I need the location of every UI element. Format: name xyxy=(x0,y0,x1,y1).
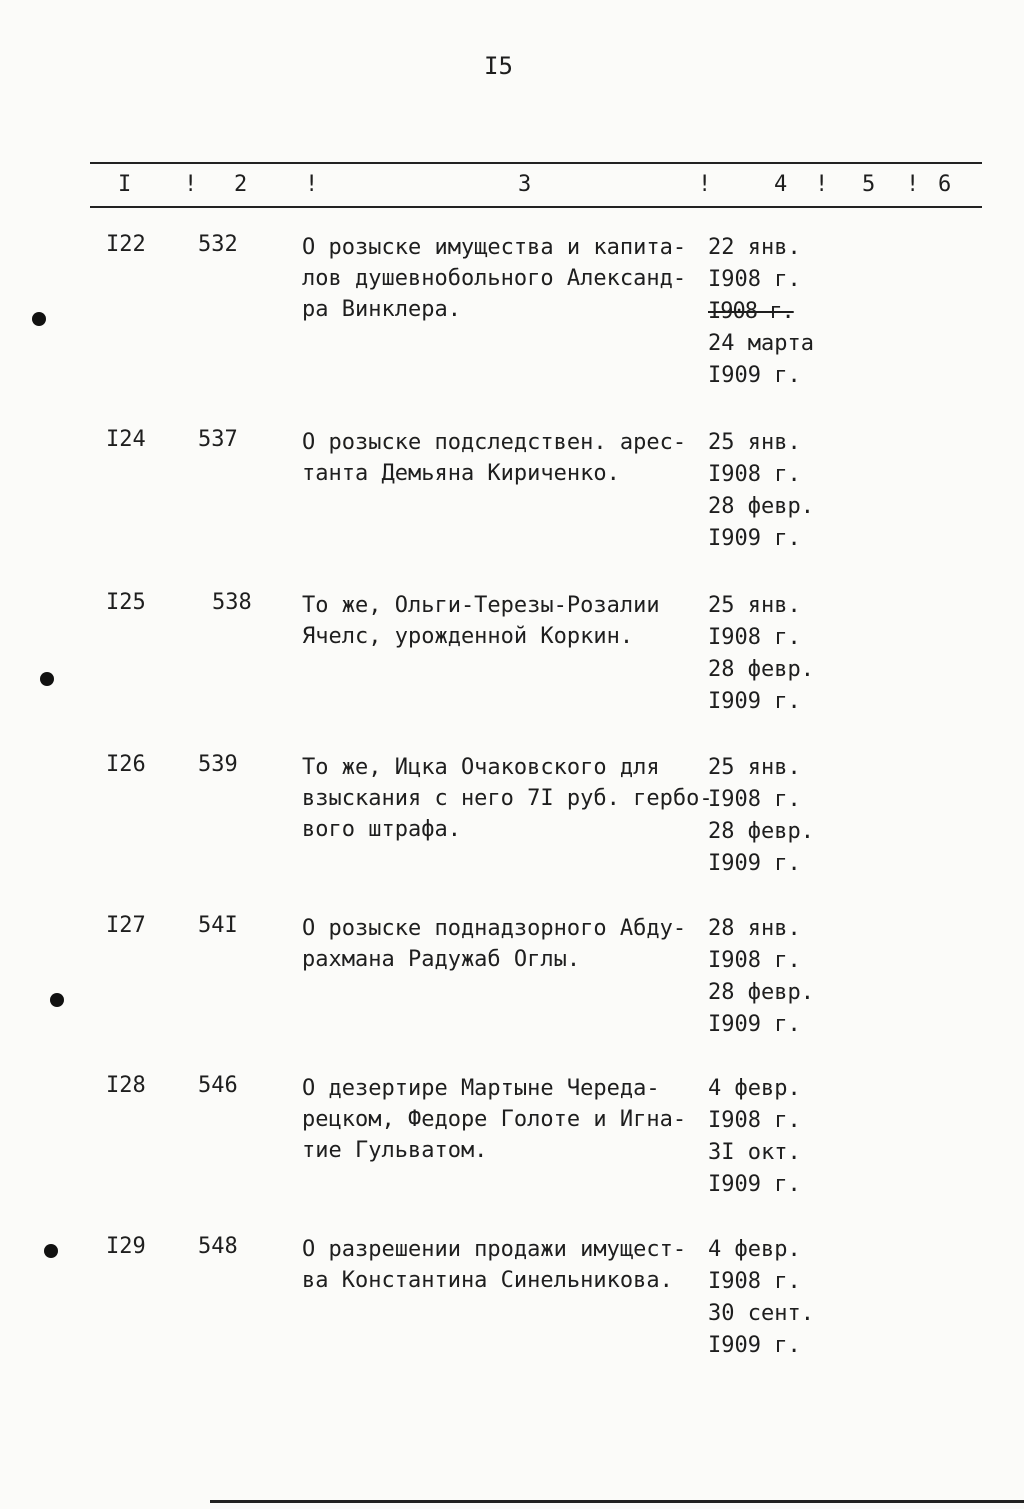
file-number: 537 xyxy=(198,427,238,452)
title-line: рахмана Радужаб Оглы. xyxy=(302,947,581,972)
title-line: О розыске поднадзорного Абду- xyxy=(302,916,687,941)
struck-date-line: I908 г. xyxy=(708,299,794,324)
file-number: 532 xyxy=(198,232,238,257)
title-line: танта Демьяна Кириченко. xyxy=(302,461,620,486)
file-number: 546 xyxy=(198,1073,238,1098)
record-dates xyxy=(708,427,814,555)
date-line: 28 февр. xyxy=(708,980,814,1005)
date-line: 25 янв. xyxy=(708,755,801,780)
col-header-1: I xyxy=(118,172,132,197)
title-line: О розыске имущества и капита- xyxy=(302,235,687,260)
col-separator: ! xyxy=(815,172,829,197)
date-line: I908 г. xyxy=(708,787,801,812)
record-title xyxy=(302,1073,702,1166)
record-title xyxy=(302,913,702,975)
record-number: I26 xyxy=(106,752,146,777)
date-line: 25 янв. xyxy=(708,430,801,455)
title-line: То же, Ицка Очаковского для xyxy=(302,755,660,780)
title-line: рецком, Федоре Голоте и Игна- xyxy=(302,1107,687,1132)
date-line: 3I окт. xyxy=(708,1140,801,1165)
punch-hole xyxy=(32,312,46,326)
date-line: I908 г. xyxy=(708,625,801,650)
date-line: 22 янв. xyxy=(708,235,801,260)
title-line: взыскания с него 7I руб. гербо- xyxy=(302,786,713,811)
record-number: I22 xyxy=(106,232,146,257)
punch-hole xyxy=(40,672,54,686)
date-line: 28 февр. xyxy=(708,494,814,519)
date-line: 28 янв. xyxy=(708,916,801,941)
record-number: I25 xyxy=(106,590,146,615)
col-separator: ! xyxy=(906,172,920,197)
record-dates xyxy=(708,590,814,718)
page-number: I5 xyxy=(484,52,513,80)
date-line: I909 г. xyxy=(708,851,801,876)
date-line: I909 г. xyxy=(708,1333,801,1358)
date-line: I909 г. xyxy=(708,1012,801,1037)
col-separator: ! xyxy=(305,172,319,197)
col-separator: ! xyxy=(184,172,198,197)
record-dates xyxy=(708,913,814,1041)
date-line: 4 февр. xyxy=(708,1076,801,1101)
title-line: Ячелс, урожденной Коркин. xyxy=(302,624,634,649)
date-line: 28 февр. xyxy=(708,819,814,844)
record-number: I28 xyxy=(106,1073,146,1098)
file-number: 538 xyxy=(212,590,252,615)
title-line: ра Винклера. xyxy=(302,297,461,322)
date-line: I908 г. xyxy=(708,1108,801,1133)
date-line: 28 февр. xyxy=(708,657,814,682)
date-line: I909 г. xyxy=(708,526,801,551)
date-line: 4 февр. xyxy=(708,1237,801,1262)
title-line: вого штрафа. xyxy=(302,817,461,842)
title-line: То же, Ольги-Терезы-Розалии xyxy=(302,593,660,618)
date-line: 24 марта xyxy=(708,331,814,356)
col-header-2: 2 xyxy=(234,172,248,197)
title-line: тие Гульватом. xyxy=(302,1138,488,1163)
date-line: I908 г. xyxy=(708,462,801,487)
record-dates xyxy=(708,1073,801,1201)
title-line: лов душевнобольного Александ- xyxy=(302,266,687,291)
title-line: О дезертире Мартыне Череда- xyxy=(302,1076,660,1101)
date-line: I908 г. xyxy=(708,948,801,973)
date-line: I909 г. xyxy=(708,363,801,388)
date-line: I908 г. xyxy=(708,1269,801,1294)
table-header-rule xyxy=(90,206,982,208)
record-title xyxy=(302,590,702,652)
title-line: О разрешении продажи имущест- xyxy=(302,1237,687,1262)
title-line: ва Константина Синельникова. xyxy=(302,1268,673,1293)
table-top-rule xyxy=(90,162,982,164)
punch-hole xyxy=(50,993,64,1007)
record-number: I24 xyxy=(106,427,146,452)
col-header-6: 6 xyxy=(938,172,952,197)
date-line: I908 г. xyxy=(708,267,801,292)
date-line: 25 янв. xyxy=(708,593,801,618)
record-title xyxy=(302,1234,702,1296)
record-dates xyxy=(708,752,814,880)
date-line: I909 г. xyxy=(708,1172,801,1197)
date-line: 30 сент. xyxy=(708,1301,814,1326)
record-number: I27 xyxy=(106,913,146,938)
page-bottom-rule xyxy=(210,1500,1024,1503)
record-dates xyxy=(708,232,814,392)
file-number: 548 xyxy=(198,1234,238,1259)
col-separator: ! xyxy=(698,172,712,197)
col-header-3: 3 xyxy=(518,172,532,197)
file-number: 54I xyxy=(198,913,238,938)
col-header-5: 5 xyxy=(862,172,876,197)
record-title xyxy=(302,752,713,845)
record-number: I29 xyxy=(106,1234,146,1259)
record-title xyxy=(302,427,702,489)
date-line: I909 г. xyxy=(708,689,801,714)
record-title xyxy=(302,232,702,325)
record-dates xyxy=(708,1234,814,1362)
file-number: 539 xyxy=(198,752,238,777)
punch-hole xyxy=(44,1244,58,1258)
col-header-4: 4 xyxy=(774,172,788,197)
title-line: О розыске подследствен. арес- xyxy=(302,430,687,455)
